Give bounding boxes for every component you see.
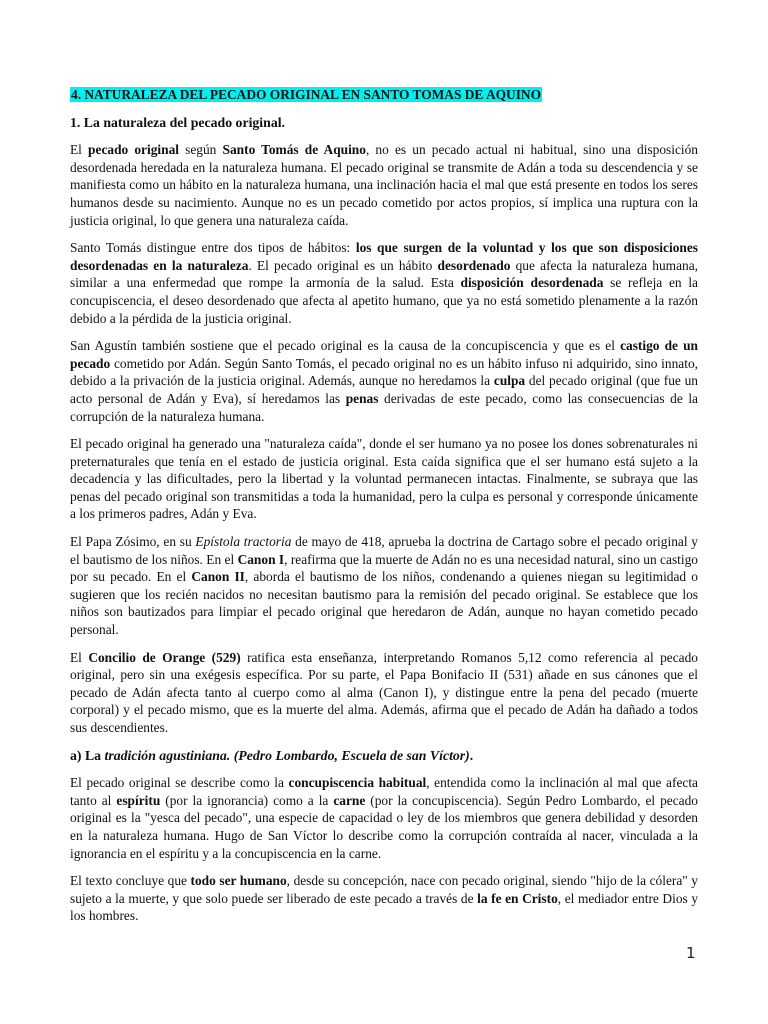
bold-text: pecado original [88,142,179,158]
text-run: (por la concupiscencia). Según Pedro Lombardo, el pecado original es la "yesca del pecado", una especie de capacidad o ley de los miembros que genera debilidad y desorden en la naturaleza humana. Hugo de San Víctor lo describe como la corrupción contraída al nacer, vinculada a la ignorancia en el espíritu y a la concupiscencia en la carne. [70,792,699,861]
subsection-a-prefix: a) La [70,747,105,763]
bold-text: concupiscencia habitual [288,775,427,791]
text-run: derivadas de este pecado, como las consecuencias de la corrupción de la naturaleza humana. [70,390,698,424]
document-page [70,86,698,935]
text-run: El [70,142,89,158]
text-run: se refleja en la concupiscencia, el deseo desordenado que afecta al apetito humano, que ya no está sometido plenamente a la razón debido a la pérdida de la justicia original. [70,275,698,326]
subsection-title: 1. La naturaleza del pecado original. [70,114,285,130]
bold-text: los que surgen de la voluntad y los que son disposiciones desordenadas en la naturaleza [70,240,698,273]
subsection-a-title [70,747,698,765]
text-run: cometido por Adán. Según Santo Tomás, el pecado original no es un hábito infuso ni adquirido, sino innato, debido a la privación de la justicia original. Además, aunque no heredamos la [70,355,698,389]
paragraph [70,141,698,229]
text-run: , desde su concepción, nace con pecado original, siendo "hijo de la cólera" y sujeto a la muerte, y que solo puede ser liberado de este pecado a través de [70,873,699,906]
body-paragraphs-after [70,774,698,925]
text-run: . El pecado original es un hábito [248,257,438,273]
highlighted-heading-text: 4. NATURALEZA DEL PECADO ORIGINAL EN SANTO TOMAS DE AQUINO [71,87,542,102]
bold-text: Santo Tomás de Aquino [222,142,366,158]
page-number: 1 [686,944,696,962]
bold-text: penas [345,390,379,406]
paragraph [70,649,698,737]
bold-text: carne [333,792,366,808]
section-heading [70,86,698,104]
text-run: del pecado original (que fue un acto personal de Adán y Eva), sí heredamos las [70,373,698,406]
italic-text: Epístola tractoria [195,534,292,550]
text-run: Santo Tomás distingue entre dos tipos de hábitos: [70,240,356,256]
text-run: , el mediador entre Dios y los hombres. [70,890,699,924]
text-run: ratifica esta enseñanza, interpretando Romanos 5,12 como referencia al pecado original, pero sin una exégesis específica. Por su parte, el Papa Bonifacio II (531) añade en sus cánones que el pecado de Adán afecta tanto al cuerpo como al alma (Canon I), y distingue entre la pena del pecado (muerte corporal) y el pecado mismo, que es la muerte del alma. Además, afirma que el pecado de Adán ha dañado a todos sus descendientes. [70,649,698,735]
bold-text: castigo de un pecado [70,338,698,371]
text-run: , no es un pecado actual ni habitual, sino una disposición desordenada heredada en la naturaleza humana. El pecado original se transmite de Adán a toda su descendencia y se manifiesta como un hábito en la naturaleza humana, una inclinación hacia el mal que está presente en todos los seres humanos desde su nacimiento. Aunque no es un pecado cometido por actos propios, sí implica una ruptura con la justicia original, lo que genera una naturaleza caída. [70,142,699,228]
bold-text: todo ser humano [190,873,287,889]
text-run: , reafirma que la muerte de Adán no es una necesidad natural, sino un castigo por su pecado. En el [70,551,698,585]
text-run: , aborda el bautismo de los niños, condenando a quienes niegan su legitimidad o sugieren que los recién nacidos no necesitan bautismo para la remisión del pecado original. Se establece que los niños son bautizados para limpiar el pecado original que heredaron de Adán, aunque no hayan cometido pecado personal. [70,569,698,638]
bold-text: espíritu [116,792,161,808]
text-run: El Papa Zósimo, en su [70,534,196,550]
bold-text: Canon II [191,569,245,585]
text-run: San Agustín también sostiene que el pecado original es la causa de la concupiscencia y que es el [70,338,621,354]
bold-text: disposición desordenada [460,275,604,291]
text-run: (por la ignorancia) como a la [160,792,334,808]
paragraph [70,774,698,862]
paragraph [70,872,698,925]
text-run: , entendida como la inclinación al mal que afecta tanto al [70,775,698,808]
text-run: que afecta la naturaleza humana, similar a una enfermedad que rompe la armonía de la salud. Esta [70,257,699,291]
text-run: El pecado original ha generado una "naturaleza caída", donde el ser humano ya no posee los dones sobrenaturales ni preternaturales que tenía en el estado de justicia original. Esta caída significa que el ser humano está sujeto a la decadencia y las dificultades, pero la libertad y la voluntad permanecen intactas. Finalmente, se subraya que las penas del pecado original son transmitidas a toda la humanidad, pero la culpa es personal y corresponde únicamente a los primeros padres, Adán y Eva. [70,436,698,522]
paragraph [70,533,698,639]
text-run: según [179,142,223,158]
subsection-a-italic: tradición agustiniana. (Pedro Lombardo, Escuela de san Víctor) [104,747,470,763]
text-run: de mayo de 418, aprueba la doctrina de Cartago sobre el pecado original y el bautismo de los niños. En el [70,534,698,567]
text-run: El [70,649,89,665]
bold-text: la fe en Cristo [477,890,558,906]
paragraph [70,239,698,327]
paragraph [70,337,698,425]
text-run: El texto concluye que [70,873,191,889]
bold-text: Concilio de Orange (529) [88,649,241,665]
bold-text: culpa [493,373,526,389]
bold-text: Canon I [237,551,285,567]
subsection-a-suffix: . [469,747,474,763]
bold-text: desordenado [437,257,511,273]
paragraph [70,435,698,523]
body-paragraphs [70,141,698,736]
text-run: El pecado original se describe como la [70,775,289,791]
